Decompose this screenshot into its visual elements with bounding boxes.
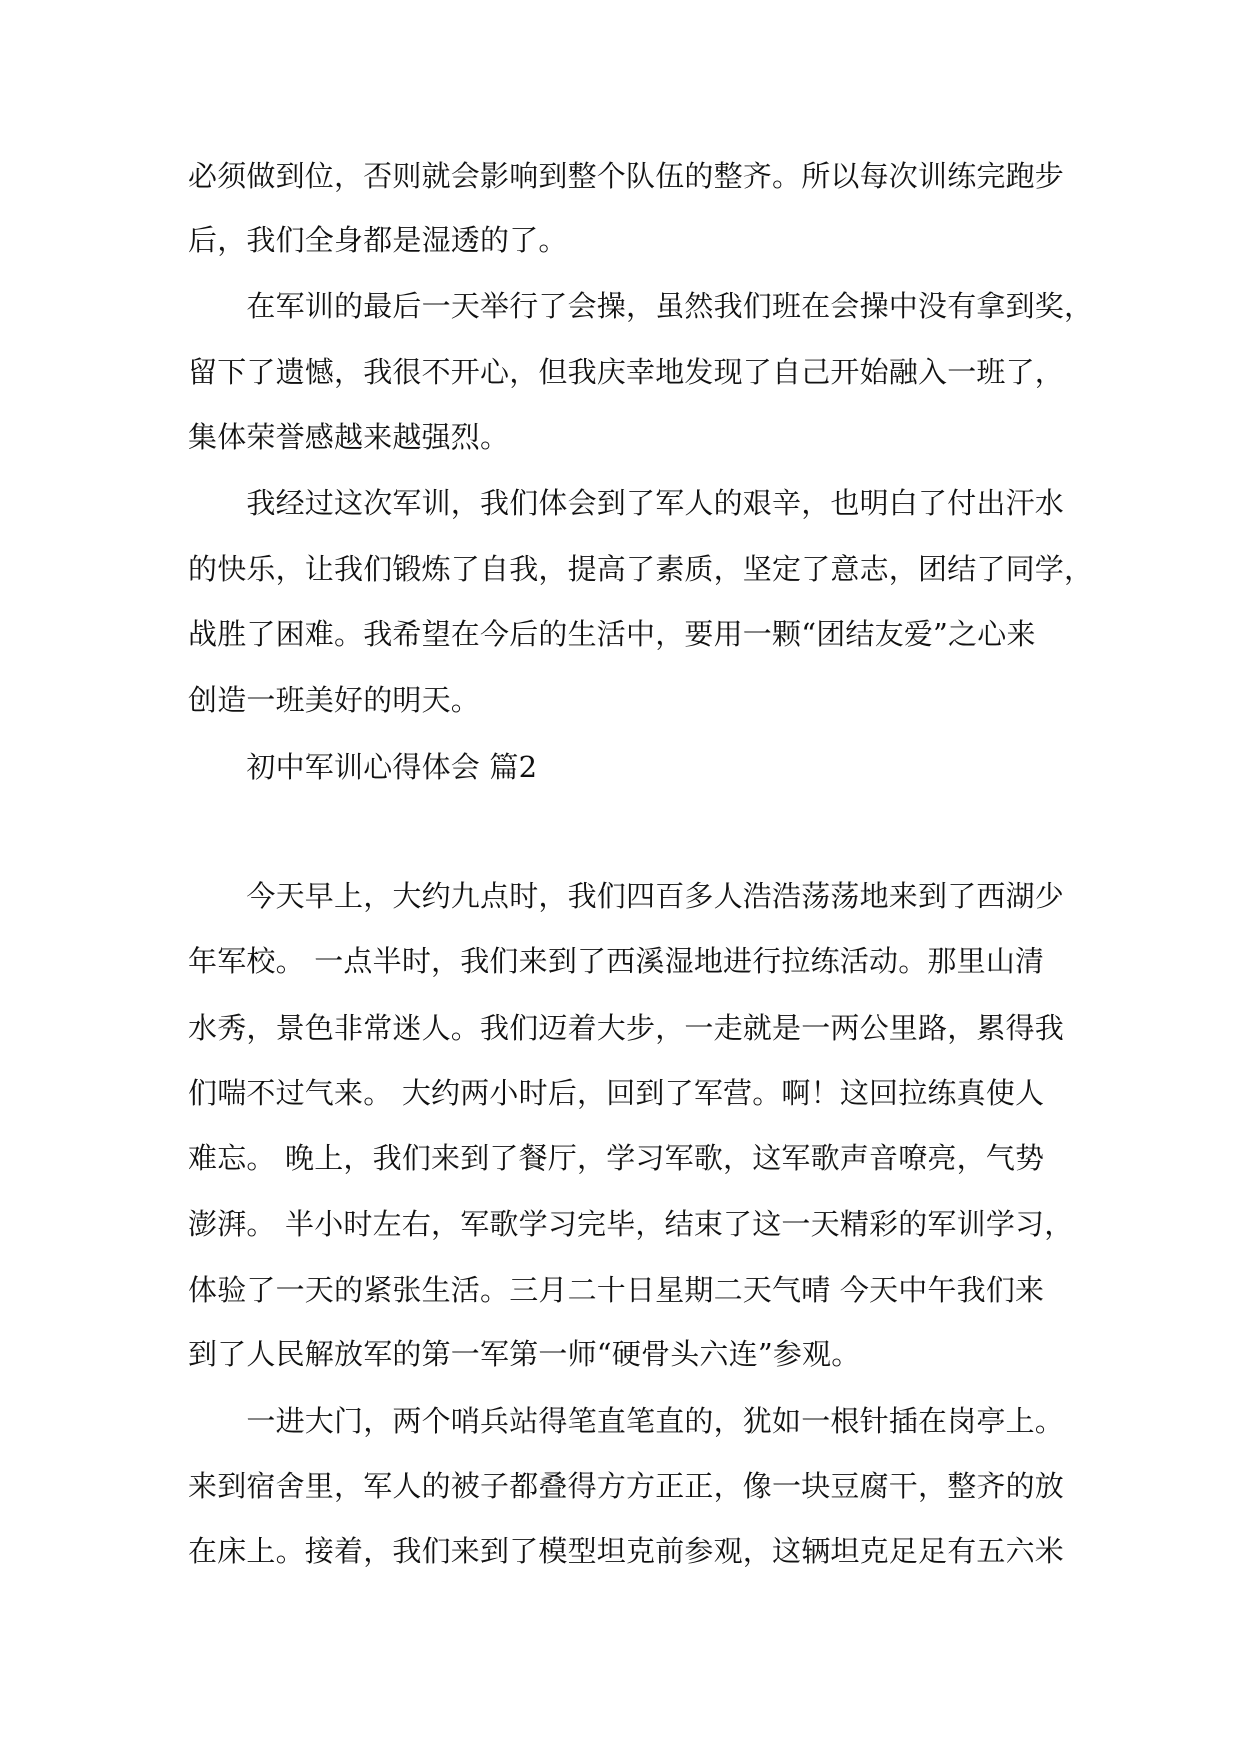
paragraph-start-line: 我经过这次军训，我们体会到了军人的艰辛，也明白了付出汗水 <box>188 486 1065 520</box>
paragraph-start-line: 在军训的最后一天举行了会操，虽然我们班在会操中没有拿到奖， <box>188 289 1094 323</box>
text-line: 集体荣誉感越来越强烈。 <box>188 420 510 454</box>
text-line: 必须做到位，否则就会影响到整个队伍的整齐。所以每次训练完跑步 <box>188 159 1065 193</box>
paragraph-start-line: 一进大门，两个哨兵站得笔直笔直的，犹如一根针插在岗亭上。 <box>188 1404 1065 1438</box>
text-line: 到了人民解放军的第一军第一师“硬骨头六连”参观。 <box>188 1337 861 1371</box>
text-line: 年军校。 一点半时，我们来到了西溪湿地进行拉练活动。那里山清 <box>188 944 1045 978</box>
text-line: 的快乐，让我们锻炼了自我，提高了素质，坚定了意志，团结了同学， <box>188 552 1094 586</box>
section-heading: 初中军训心得体会 篇2 <box>188 750 538 784</box>
text-line: 体验了一天的紧张生活。三月二十日星期二天气晴 今天中午我们来 <box>188 1273 1045 1307</box>
text-line: 澎湃。 半小时左右，军歌学习完毕，结束了这一天精彩的军训学习， <box>188 1207 1074 1241</box>
text-line: 们喘不过气来。 大约两小时后，回到了军营。啊！这回拉练真使人 <box>188 1076 1045 1110</box>
text-line: 在床上。接着，我们来到了模型坦克前参观，这辆坦克足足有五六米 <box>188 1534 1065 1568</box>
text-line: 来到宿舍里，军人的被子都叠得方方正正，像一块豆腐干，整齐的放 <box>188 1469 1065 1503</box>
text-line: 水秀，景色非常迷人。我们迈着大步，一走就是一两公里路，累得我 <box>188 1011 1065 1045</box>
text-line: 后，我们全身都是湿透的了。 <box>188 223 568 257</box>
text-line: 战胜了困难。我希望在今后的生活中，要用一颗“团结友爱”之心来 <box>188 617 1036 651</box>
text-line: 创造一班美好的明天。 <box>188 683 481 717</box>
paragraph-start-line: 今天早上，大约九点时，我们四百多人浩浩荡荡地来到了西湖少 <box>188 879 1065 913</box>
text-line: 留下了遗憾，我很不开心，但我庆幸地发现了自己开始融入一班了， <box>188 355 1065 389</box>
text-line: 难忘。 晚上，我们来到了餐厅，学习军歌，这军歌声音嘹亮，气势 <box>188 1141 1045 1175</box>
